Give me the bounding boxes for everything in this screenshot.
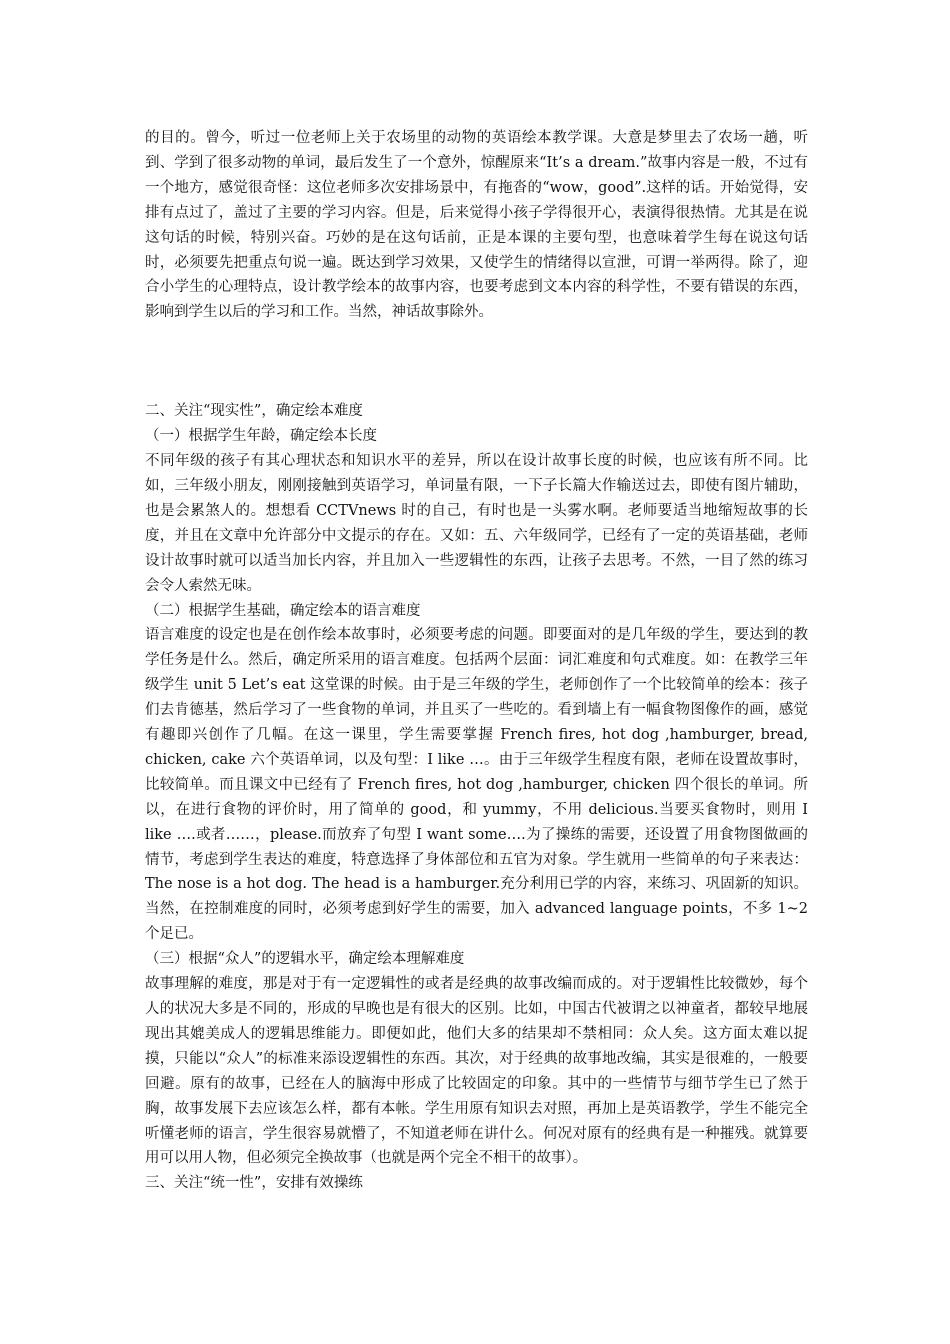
paragraph-gap [145, 325, 808, 399]
subsection-body-3: 故事理解的难度，那是对于有一定逻辑性的或者是经典的故事改编而成的。对于逻辑性比较微妙，每个人的状况大多是不同的，形成的早晚也是有很大的区别。比如，中国古代被谓之以神童者，都较早地展现出其媲美成人的逻辑思维能力。即便如此，他们大多的结果却不禁相同：众人矣。这方面太难以捉摸，只能以“众人”的标准来添设逻辑性的东西。其次，对于经典的故事地改编，其实是很难的，一般要回避。原有的故事，已经在人的脑海中形成了比较固定的印象。其中的一些情节与细节学生已了然于胸，故事发展下去应该怎么样，都有本帐。学生用原有知识去对照，再加上是英语教学，学生不能完全听懂老师的语言，学生很容易就懵了，不知道老师在讲什么。何况对原有的经典有是一种摧残。就算要用可以用人物，但必须完全换故事（也就是两个完全不相干的故事）。 [145, 976, 808, 1167]
section-heading-3: 三、关注“统一性”，安排有效操练 [145, 1175, 363, 1192]
subsection-body-2: 语言难度的设定也是在创作绘本故事时，必须要考虑的问题。即要面对的是几年级的学生，要达到的教学任务是什么。然后，确定所采用的语言难度。包括两个层面：词汇难度和句式难度。如：在教学三年级学生 unit 5 Let’s eat 这堂课的时候。由于是三年级的学生，老师创作了一个比较简单的绘本：孩子们去肯德基，然后学习了一些食物的单词，并且买了一些吃的。看到墙上有一幅食物图像作的画，感觉有趣即兴创作了几幅。在这一课里，学生需要掌握 French fires, hot dog ,hamburger, bread, chicken, cake 六个英语单词，以及句型：I like …。由于三年级学生程度有限，老师在设置故事时，比较简单。而且课文中已经有了 French fires, hot dog ,hamburger, chicken 四个很长的单词。所以，在进行食物的评价时，用了简单的 good，和 yummy，不用 delicious.当要买食物时，则用 I like ….或者……，please.而放弃了句型 I want some….为了操练的需要，还设置了用食物图做画的情节，考虑到学生表达的难度，特意选择了身体部位和五官为对象。学生就用一些简单的句子来表达：The nose is a hot dog. The head is a hamburger.充分利用已学的内容，来练习、巩固新的知识。当然，在控制难度的同时，必须考虑到好学生的需要，加入 advanced language points，不多 1~2 个足已。 [145, 627, 808, 943]
section-heading-2: 二、关注“现实性”，确定绘本难度 [145, 403, 363, 420]
subsection-heading-3: （三）根据“众人”的逻辑水平，确定绘本理解难度 [145, 951, 465, 968]
subsection-heading-1: （一）根据学生年龄，确定绘本长度 [145, 428, 377, 445]
paragraph-intro: 的目的。曾今，听过一位老师上关于农场里的动物的英语绘本教学课。大意是梦里去了农场一趟，听到、学到了很多动物的单词，最后发生了一个意外，惊醒原来“It’s a dream.”故事内容是一般，不过有一个地方，感觉很奇怪：这位老师多次安排场景中，有拖沓的“wow，good”.这样的话。开始觉得，安排有点过了，盖过了主要的学习内容。但是，后来觉得小孩子学得很开心，表演得很热情。尤其是在说这句话的时候，特别兴奋。巧妙的是在这句话前，正是本课的主要句型，也意味着学生每在说这句话时，必须要先把重点句说一遍。既达到学习效果，又使学生的情绪得以宣泄，可谓一举两得。除了，迎合小学生的心理特点，设计教学绘本的故事内容，也要考虑到文本内容的科学性，不要有错误的东西，影响到学生以后的学习和工作。当然，神话故事除外。 [145, 130, 808, 321]
document-body [145, 126, 808, 1196]
subsection-body-1: 不同年级的孩子有其心理状态和知识水平的差异，所以在设计故事长度的时候，也应该有所不同。比如，三年级小朋友，刚刚接触到英语学习，单词量有限，一下子长篇大作输送过去，即使有图片辅助，也是会累煞人的。想想看 CCTVnews 时的自己，有时也是一头雾水啊。老师要适当地缩短故事的长度，并且在文章中允许部分中文提示的存在。又如：五、六年级同学，已经有了一定的英语基础，老师设计故事时就可以适当加长内容，并且加入一些逻辑性的东西，让孩子去思考。不然，一目了然的练习会令人索然无味。 [145, 453, 808, 594]
subsection-heading-2: （二）根据学生基础，确定绘本的语言难度 [145, 602, 421, 619]
